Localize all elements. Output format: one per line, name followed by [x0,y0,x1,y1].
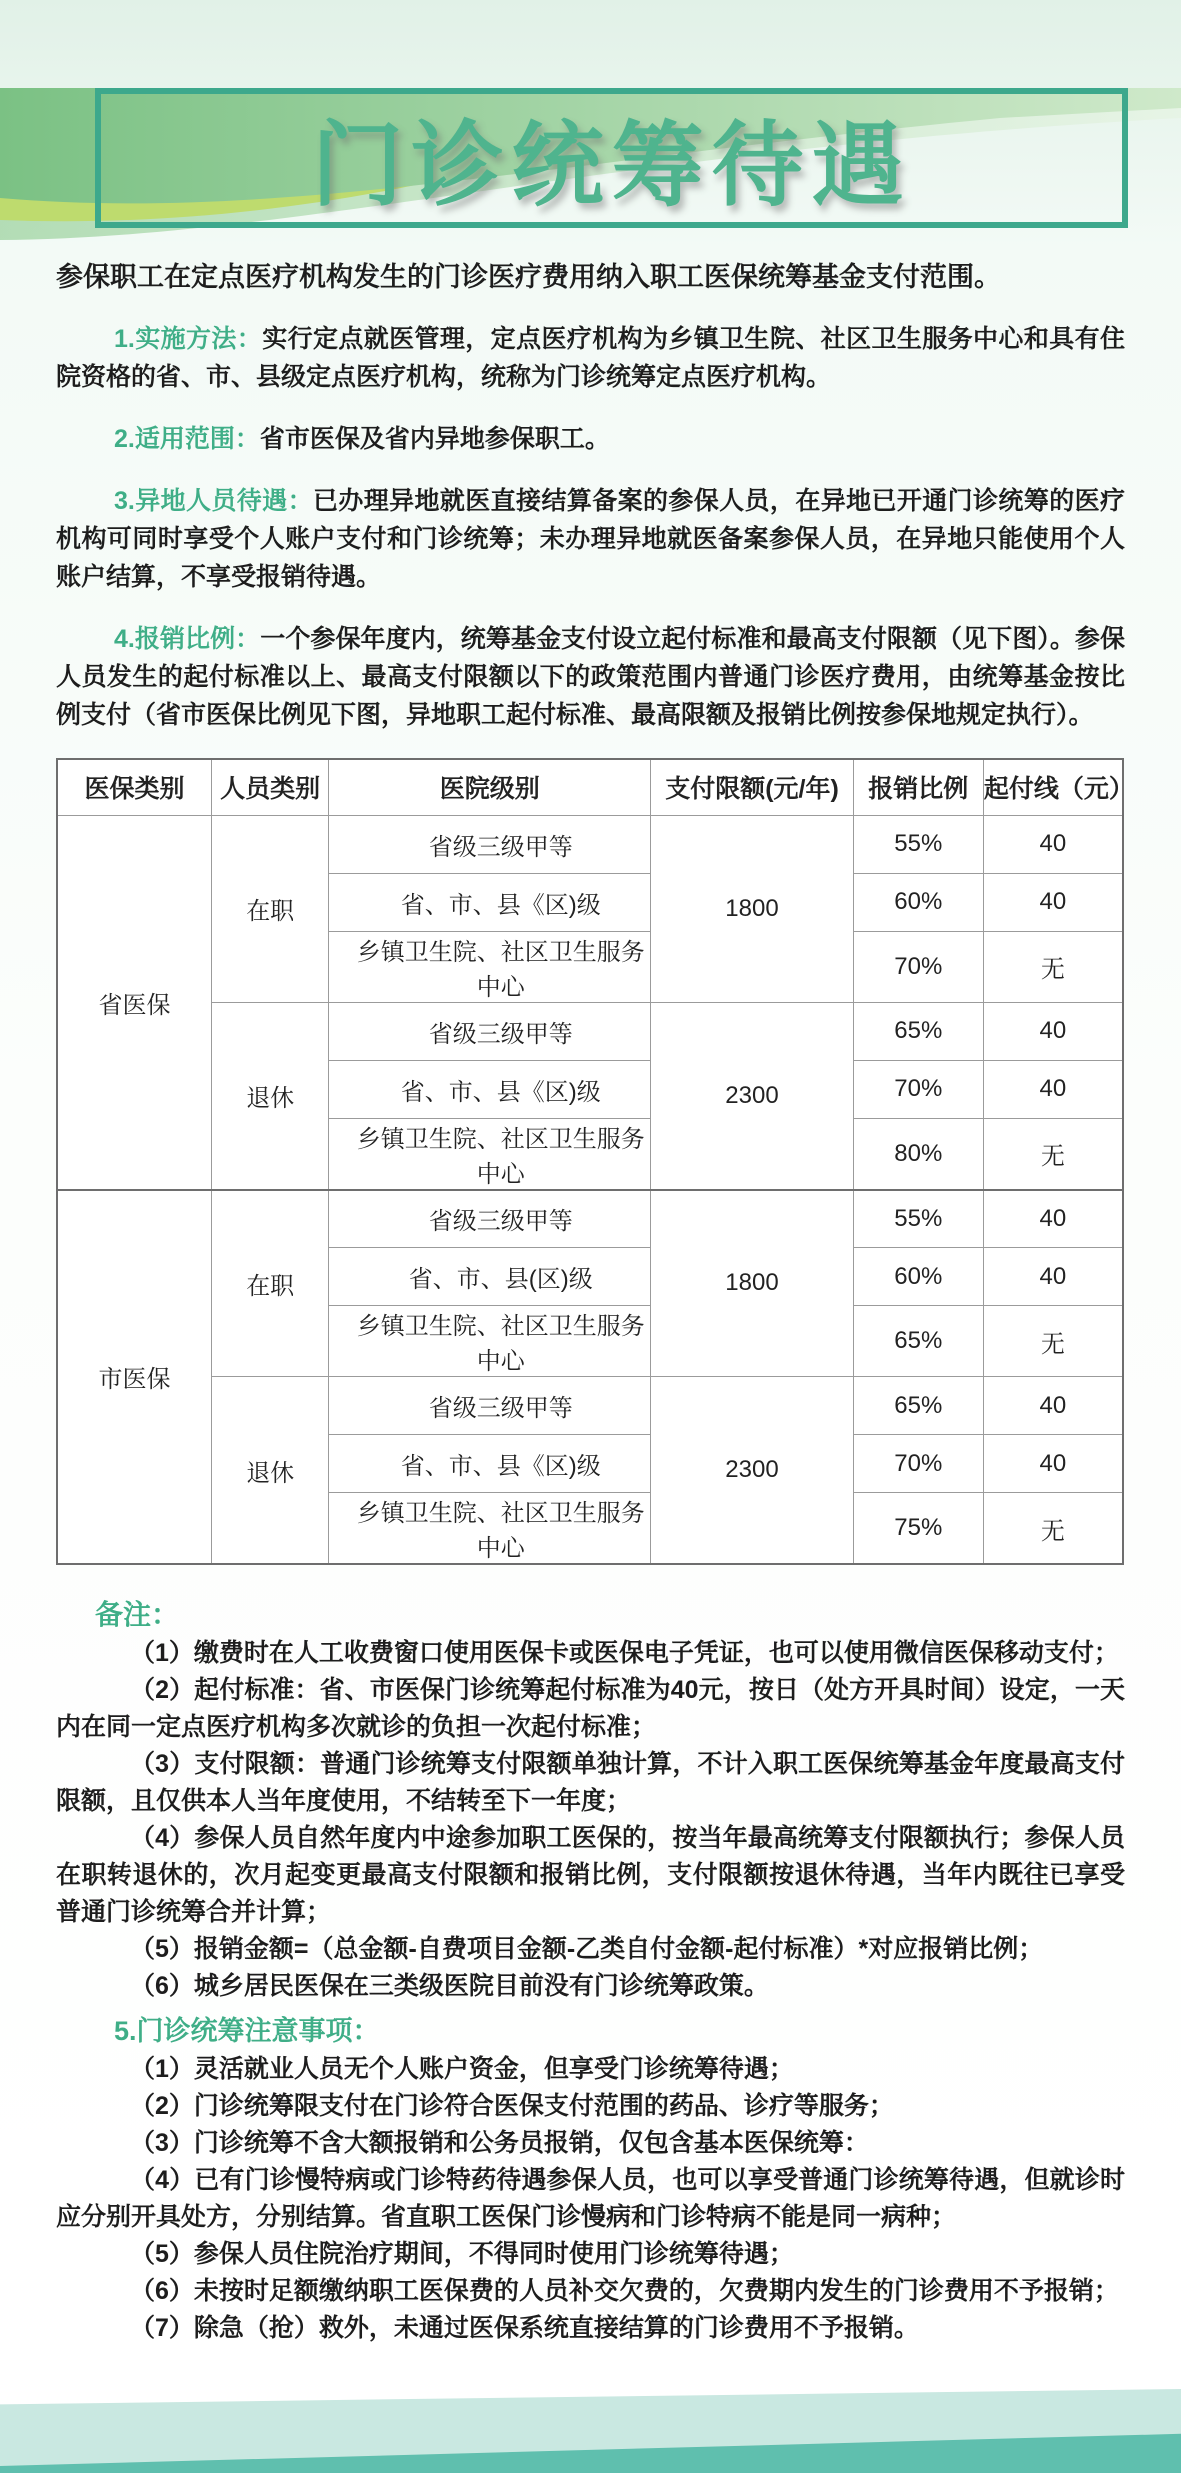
cell-hospital: 省、市、县《区)级 [329,1060,651,1118]
cell-ratio: 60% [853,873,983,931]
cell-ratio: 60% [853,1248,983,1306]
cell-hospital: 省、市、县《区)级 [329,1435,651,1493]
notice-item-5: （5）参保人员住院治疗期间，不得同时使用门诊统筹待遇； [130,2240,794,2268]
note-item-6: （6）城乡居民医保在三类级医院目前没有门诊统筹政策。 [130,1972,769,2000]
cell-ratio: 65% [853,1002,983,1060]
cell-person: 退休 [212,1002,329,1190]
header-pay-limit: 支付限额(元/年) [651,759,854,815]
section-implementation [56,320,1125,396]
section-scope [56,420,1125,458]
cell-insurance: 省医保 [57,815,212,1190]
cell-hospital: 乡镇卫生院、社区卫生服务中心 [329,1493,651,1565]
header-person-type: 人员类别 [212,759,329,815]
section-implementation-label: 1.实施方法： [114,325,263,353]
cell-hospital: 省、市、县《区)级 [329,873,651,931]
cell-limit: 2300 [651,1377,854,1565]
table-header-row [57,759,1123,815]
table-row [57,1002,1123,1060]
note-item-2: （2）起付标准：省、市医保门诊统筹起付标准为40元，按日（处方开具时间）设定，一天内在同一定点医疗机构多次就诊的负担一次起付标准； [56,1676,1125,1741]
section-ratio-text: 一个参保年度内，统筹基金支付设立起付标准和最高支付限额（见下图）。参保人员发生的起付标准以上、最高支付限额以下的政策范围内普通门诊医疗费用，由统筹基金按比例支付（省市医保比例见下图，异地职工起付标准、最高限额及报销比例按参保地规定执行）。 [56,625,1125,729]
page-title: 门诊统筹待遇 [311,115,912,217]
header-reimburse-ratio: 报销比例 [853,759,983,815]
notice-item-3: （3）门诊统筹不含大额报销和公务员报销，仅包含基本医保统筹： [130,2129,869,2157]
cell-hospital: 省、市、县(区)级 [329,1248,651,1306]
cell-deductible: 40 [983,1060,1123,1118]
cell-deductible: 无 [983,1306,1123,1377]
section-nonlocal-label: 3.异地人员待遇： [114,487,313,515]
cell-insurance: 市医保 [57,1190,212,1565]
section-nonlocal-text: 已办理异地就医直接结算备案的参保人员，在异地已开通门诊统筹的医疗机构可同时享受个人账户支付和门诊统筹；未办理异地就医备案参保人员，在异地只能使用个人账户结算，不享受报销待遇。 [56,487,1125,591]
section-ratio-label: 4.报销比例： [114,625,261,653]
cell-hospital: 乡镇卫生院、社区卫生服务中心 [329,931,651,1002]
section-ratio [56,620,1125,734]
notice-item-2: （2）门诊统筹限支付在门诊符合医保支付范围的药品、诊疗等服务； [130,2092,894,2120]
title-box [95,88,1128,228]
cell-deductible: 无 [983,1118,1123,1190]
note-item-4: （4）参保人员自然年度内中途参加职工医保的，按当年最高统筹支付限额执行；参保人员在职转退休的，次月起变更最高支付限额和报销比例，支付限额按退休待遇，当年内既往已享受普通门诊统筹合并计算； [56,1824,1125,1926]
cell-deductible: 40 [983,1002,1123,1060]
header-deductible: 起付线（元） [983,759,1123,815]
cell-hospital: 乡镇卫生院、社区卫生服务中心 [329,1306,651,1377]
notice-heading: 5.门诊统筹注意事项： [114,2016,380,2046]
section-implementation-text: 实行定点就医管理，定点医疗机构为乡镇卫生院、社区卫生服务中心和具有住院资格的省、市、县级定点医疗机构，统称为门诊统筹定点医疗机构。 [56,325,1125,391]
cell-limit: 1800 [651,1190,854,1377]
cell-person: 在职 [212,815,329,1002]
table-row [57,1377,1123,1435]
note-item-1: （1）缴费时在人工收费窗口使用医保卡或医保电子凭证，也可以使用微信医保移动支付； [130,1639,1119,1667]
note-item-3: （3）支付限额：普通门诊统筹支付限额单独计算，不计入职工医保统筹基金年度最高支付限额，且仅供本人当年度使用，不结转至下一年度； [56,1750,1125,1815]
cell-deductible: 无 [983,931,1123,1002]
section-nonlocal [56,482,1125,596]
cell-ratio: 55% [853,815,983,873]
notice-item-1: （1）灵活就业人员无个人账户资金，但享受门诊统筹待遇； [130,2055,794,2083]
cell-hospital: 省级三级甲等 [329,815,651,873]
cell-deductible: 40 [983,1377,1123,1435]
cell-person: 在职 [212,1190,329,1377]
cell-hospital: 乡镇卫生院、社区卫生服务中心 [329,1118,651,1190]
notice-item-7: （7）除急（抢）救外，未通过医保系统直接结算的门诊费用不予报销。 [130,2314,919,2342]
cell-ratio: 75% [853,1493,983,1565]
header-hospital-level: 医院级别 [329,759,651,815]
section-scope-text: 省市医保及省内异地参保职工。 [259,425,610,453]
cell-hospital: 省级三级甲等 [329,1377,651,1435]
cell-deductible: 40 [983,1248,1123,1306]
bottom-decoration [0,2333,1181,2473]
cell-deductible: 40 [983,1435,1123,1493]
notice-item-4: （4）已有门诊慢特病或门诊特药待遇参保人员，也可以享受普通门诊统筹待遇，但就诊时应分别开具处方，分别结算。省直职工医保门诊慢病和门诊特病不能是同一病种； [56,2166,1125,2231]
cell-ratio: 70% [853,1060,983,1118]
cell-deductible: 40 [983,1190,1123,1248]
cell-deductible: 无 [983,1493,1123,1565]
header-insurance-type: 医保类别 [57,759,212,815]
notes-heading: 备注： [95,1599,180,1630]
poster-content [0,88,1181,2347]
cell-ratio: 70% [853,1435,983,1493]
cell-deductible: 40 [983,873,1123,931]
table-row [57,815,1123,873]
cell-ratio: 70% [853,931,983,1002]
cell-deductible: 40 [983,815,1123,873]
cell-limit: 2300 [651,1002,854,1190]
cell-ratio: 80% [853,1118,983,1190]
cell-ratio: 65% [853,1306,983,1377]
section-scope-label: 2.适用范围： [114,425,260,453]
intro-text: 参保职工在定点医疗机构发生的门诊医疗费用纳入职工医保统筹基金支付范围。 [56,262,1001,292]
notice-item-6: （6）未按时足额缴纳职工医保费的人员补交欠费的，欠费期内发生的门诊费用不予报销； [130,2277,1119,2305]
cell-hospital: 省级三级甲等 [329,1190,651,1248]
cell-ratio: 55% [853,1190,983,1248]
benefits-table [56,758,1134,1565]
cell-hospital: 省级三级甲等 [329,1002,651,1060]
note-item-5: （5）报销金额=（总金额-自费项目金额-乙类自付金额-起付标准）*对应报销比例； [130,1935,1044,1963]
cell-limit: 1800 [651,815,854,1002]
cell-person: 退休 [212,1377,329,1565]
table-row [57,1190,1123,1248]
cell-ratio: 65% [853,1377,983,1435]
